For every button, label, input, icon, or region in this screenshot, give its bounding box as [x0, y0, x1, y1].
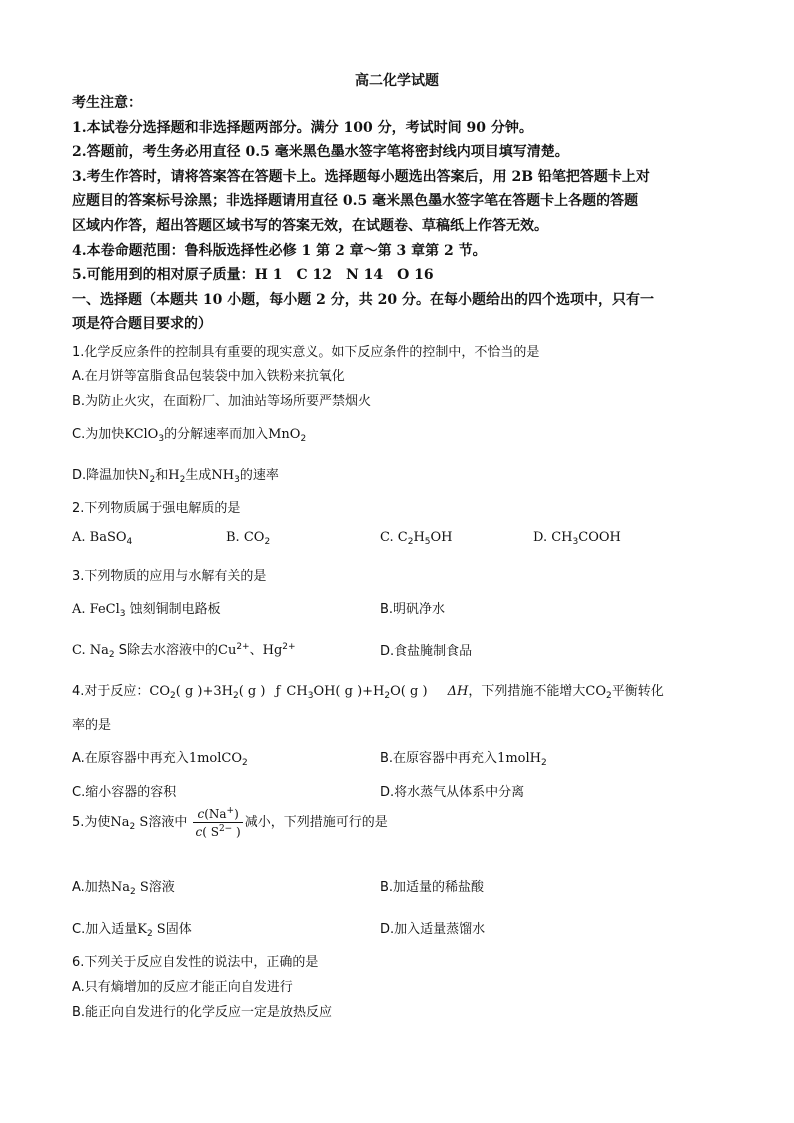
- q4-stem-cont: 率的是: [72, 718, 112, 733]
- q2-option-a: A. BaSO$_4$: [72, 530, 133, 547]
- q1-option-d: D.降温加快$N_2$和$H_2$生成$NH_3$的速率: [72, 468, 279, 485]
- notice-item-2: 2.答题前，考生务必用直径 0.5 毫米黑色墨水签字笔将密封线内项目填写清楚。: [72, 144, 569, 160]
- q4-option-d: D.将水蒸气从体系中分离: [380, 785, 525, 800]
- q6-stem: 6.下列关于反应自发性的说法中，正确的是: [72, 955, 319, 970]
- q5-option-c: C.加入适量$K_2$ S固体: [72, 922, 192, 939]
- q2-option-c: C. $C_2H_5OH$: [380, 530, 453, 547]
- page-title: 高二化学试题: [355, 73, 439, 89]
- q3-stem: 3.下列物质的应用与水解有关的是: [72, 569, 267, 584]
- concentration-ratio-fraction: $\frac{c(Na^+)}{c( S^{2-} )}$: [195, 806, 241, 839]
- q1-option-a: A.在月饼等富脂食品包装袋中加入铁粉来抗氧化: [72, 369, 345, 384]
- q3-option-a: A. FeCl$_3$ 蚀刻铜制电路板: [72, 602, 221, 619]
- q4-option-c: C.缩小容器的容积: [72, 785, 177, 800]
- q6-option-a: A.只有熵增加的反应才能正向自发进行: [72, 980, 293, 995]
- q5-option-d: D.加入适量蒸馏水: [380, 922, 486, 937]
- section-heading: 一、选择题（本题共 10 小题，每小题 2 分，共 20 分。在每小题给出的四个选项中，只有一: [72, 292, 654, 308]
- q5-option-b: B.加适量的稀盐酸: [380, 880, 485, 895]
- notice-item-1: 1.本试卷分选择题和非选择题两部分。满分 100 分，考试时间 90 分钟。: [72, 120, 533, 136]
- q2-option-d: D. $CH_3COOH$: [533, 530, 621, 547]
- q1-option-b: B.为防止火灾，在面粉厂、加油站等场所要严禁烟火: [72, 394, 372, 409]
- q6-option-b: B.能正向自发进行的化学反应一定是放热反应: [72, 1005, 333, 1020]
- q3-option-c: C. $Na_2$ S除去水溶液中的$Cu^{2+}$、$Hg^{2+}$: [72, 642, 296, 660]
- q2-option-b: B. $CO_2$: [226, 530, 271, 547]
- q4-stem: 4.对于反应：$CO_2$( g )$+3H_2$( g ) ƒ $CH_3OH$( g )$+H_2O$( g ) ΔH，下列措施不能增大$CO_2$平衡转化: [72, 684, 664, 701]
- notice-item-3: 3.考生作答时，请将答案答在答题卡上。选择题每小题选出答案后，用 2B 铅笔把答题卡上对: [72, 169, 650, 185]
- section-heading-cont: 项是符合题目要求的）: [72, 316, 212, 332]
- q3-option-d: D.食盐腌制食品: [380, 644, 473, 659]
- q2-stem: 2.下列物质属于强电解质的是: [72, 501, 241, 516]
- q5-option-a: A.加热$Na_2$ S溶液: [72, 880, 175, 897]
- q5-stem: 5.为使$Na_2$ S溶液中 $\frac{c(Na^+)}{c( S^{2-} )}$ 减小，下列措施可行的是: [72, 806, 388, 839]
- notice-item-3-cont: 应题目的答案标号涂黑；非选择题请用直径 0.5 毫米黑色墨水签字笔在答题卡上各题的答题: [72, 193, 639, 209]
- equilibrium-arrow-glyph: ƒ: [275, 684, 281, 699]
- notice-heading: 考生注意：: [72, 95, 142, 111]
- q4-option-b: B.在原容器中再充入1molH$_2$: [380, 751, 547, 768]
- q4-option-a: A.在原容器中再充入1molCO$_2$: [72, 751, 248, 768]
- q3-option-b: B.明矾净水: [380, 602, 446, 617]
- notice-item-4: 4.本卷命题范围：鲁科版选择性必修 1 第 2 章～第 3 章第 2 节。: [72, 243, 487, 259]
- q1-stem: 1.化学反应条件的控制具有重要的现实意义。如下反应条件的控制中，不恰当的是: [72, 345, 540, 360]
- notice-item-3-cont2: 区域内作答，超出答题区域书写的答案无效，在试题卷、草稿纸上作答无效。: [72, 218, 548, 234]
- q1-option-c: C.为加快KClO$_3$的分解速率而加入MnO$_2$: [72, 427, 307, 444]
- notice-item-5: 5.可能用到的相对原子质量：H 1 C 12 N 14 O 16: [72, 267, 434, 283]
